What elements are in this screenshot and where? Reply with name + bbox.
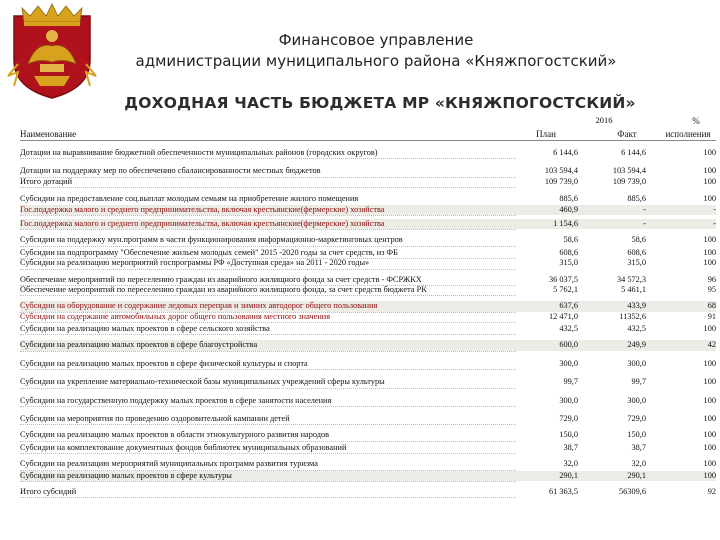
row-fact: 56309,6 xyxy=(619,486,646,496)
row-fact: 11352,6 xyxy=(619,311,646,321)
row-name: Субсидии на реализацию малых проектов в сфере сельского хозяйства xyxy=(20,324,516,335)
row-fact: 433,9 xyxy=(627,301,646,311)
table-row xyxy=(20,487,716,497)
row-plan: 300,0 xyxy=(559,358,578,368)
row-plan: 300,0 xyxy=(559,395,578,405)
row-name: Субсидии на комплектование документных фондов библиотек муниципальных образований xyxy=(20,443,516,454)
row-name: Субсидии на реализацию мероприятий госпрограммы РФ «Доступная среда» на 2011 - 2020 годы» xyxy=(20,258,516,269)
row-pct: 42 xyxy=(707,340,716,350)
row-plan: 103 594,4 xyxy=(544,166,578,176)
row-pct: 91 xyxy=(707,311,716,321)
row-pct: 100 xyxy=(703,358,716,368)
row-pct: 96 xyxy=(707,274,716,284)
row-pct: 100 xyxy=(703,148,716,157)
table-row xyxy=(20,377,716,387)
row-pct: 100 xyxy=(703,176,716,186)
row-fact: 99,7 xyxy=(631,377,646,387)
table-row xyxy=(20,340,716,350)
row-fact: 103 594,4 xyxy=(612,166,646,176)
row-name: Субсидии на реализацию малых проектов в сфере благоустройства xyxy=(20,340,516,351)
row-fact: 249,9 xyxy=(627,340,646,350)
row-fact: 6 144,6 xyxy=(621,148,646,157)
row-plan: 5 762,1 xyxy=(553,284,578,294)
row-pct: 100 xyxy=(703,235,716,245)
row-name: Субсидии на государственную поддержку малых проектов в сфере занятости населения xyxy=(20,396,516,407)
table-row xyxy=(20,219,716,229)
col-header-plan: План xyxy=(536,129,556,139)
table-row xyxy=(20,235,716,245)
row-fact: 885,6 xyxy=(627,194,646,204)
row-plan: 58,6 xyxy=(563,235,578,245)
row-fact: 109 739,0 xyxy=(612,176,646,186)
row-fact: 290,1 xyxy=(627,470,646,480)
row-plan: 608,6 xyxy=(559,247,578,257)
row-fact: 5 461,1 xyxy=(621,284,646,294)
table-row xyxy=(20,471,716,481)
row-plan: 290,1 xyxy=(559,470,578,480)
row-fact: - xyxy=(643,204,646,214)
row-name: Итого субсидий xyxy=(20,487,516,498)
table-row xyxy=(20,396,716,406)
table-row xyxy=(20,148,716,158)
org-title-line1: Финансовое управление xyxy=(278,31,474,49)
table-row xyxy=(20,324,716,334)
row-plan: 109 739,0 xyxy=(544,176,578,186)
row-name: Дотации на поддержку мер по обеспечению сбалансированности местных бюджетов xyxy=(20,166,516,177)
table-row xyxy=(20,177,716,187)
row-pct: 100 xyxy=(703,459,716,469)
row-plan: 600,0 xyxy=(559,340,578,350)
row-name: Субсидии на реализацию малых проектов в области этнокультурного развития народов xyxy=(20,430,516,441)
row-plan: 1 154,6 xyxy=(553,218,578,228)
row-fact: - xyxy=(643,218,646,228)
row-pct: - xyxy=(713,204,716,214)
table-row xyxy=(20,248,716,258)
row-plan: 637,6 xyxy=(559,301,578,311)
row-name: Дотации на выравнивание бюджетной обеспеченности муниципальных районов (городских округов) xyxy=(20,148,516,159)
row-name: Субсидии на подпрограмму "Обеспечение жильем молодых семей" 2015 -2020 годы за счет средств, из ФБ xyxy=(20,248,516,259)
row-pct: 68 xyxy=(707,301,716,311)
row-name: Субсидии на поддержку мун.программ в части функционирования информационно-маркетинговых центров xyxy=(20,235,516,246)
row-pct: 95 xyxy=(707,284,716,294)
table-row xyxy=(20,301,716,311)
row-plan: 885,6 xyxy=(559,194,578,204)
row-plan: 36 037,5 xyxy=(548,274,578,284)
table-row xyxy=(20,459,716,469)
row-name: Субсидии на предоставление соц.выплат молодым семьям на приобретение жилого помещения xyxy=(20,194,516,205)
row-pct: 100 xyxy=(703,194,716,204)
row-name: Субсидии на укрепление материально-технической базы муниципальных учреждений сферы культуры xyxy=(20,377,516,388)
table-row xyxy=(20,194,716,204)
row-fact: 432,5 xyxy=(627,324,646,334)
row-fact: 315,0 xyxy=(627,258,646,268)
row-name: Субсидии на реализацию малых проектов в сфере физической культуры и спорта xyxy=(20,359,516,370)
table-row xyxy=(20,285,716,295)
row-plan: 460,9 xyxy=(559,204,578,214)
org-title xyxy=(96,30,656,72)
row-pct: 100 xyxy=(703,470,716,480)
row-name: Гос.поддержка малого и среднего предпринимательства, включая крестьянские(фермерские) хозяйства xyxy=(20,219,516,230)
row-plan: 315,0 xyxy=(559,258,578,268)
row-plan: 150,0 xyxy=(559,430,578,440)
row-plan: 38,7 xyxy=(563,442,578,452)
row-pct: 100 xyxy=(703,247,716,257)
row-pct: 92 xyxy=(707,486,716,496)
row-fact: 729,0 xyxy=(627,414,646,424)
row-name: Субсидии на реализацию малых проектов в сфере культуры xyxy=(20,471,516,482)
row-pct: 100 xyxy=(703,430,716,440)
row-pct: 100 xyxy=(703,395,716,405)
row-pct: 100 xyxy=(703,258,716,268)
row-pct: 100 xyxy=(703,324,716,334)
table-row xyxy=(20,414,716,424)
row-plan: 99,7 xyxy=(563,377,578,387)
row-name: Субсидии на реализацию мероприятий муниципальных программ развития туризма xyxy=(20,459,516,470)
table-row xyxy=(20,443,716,453)
row-pct: 100 xyxy=(703,442,716,452)
row-pct: 100 xyxy=(703,377,716,387)
row-fact: 58,6 xyxy=(631,235,646,245)
row-pct: 100 xyxy=(703,166,716,176)
row-pct: - xyxy=(713,218,716,228)
table-row xyxy=(20,166,716,176)
row-fact: 32,0 xyxy=(631,459,646,469)
row-name: Обеспечение мероприятий по переселению граждан из аварийного жилищного фонда, за счет средств бюджета РК xyxy=(20,285,516,296)
row-plan: 6 144,6 xyxy=(553,148,578,157)
row-fact: 34 572,3 xyxy=(616,274,646,284)
row-plan: 61 363,5 xyxy=(548,486,578,496)
row-name: Итого дотаций xyxy=(20,177,516,188)
row-plan: 32,0 xyxy=(563,459,578,469)
row-fact: 608,6 xyxy=(627,247,646,257)
row-plan: 12 471,0 xyxy=(548,311,578,321)
row-fact: 150,0 xyxy=(627,430,646,440)
year-label: 2016 xyxy=(595,115,613,125)
budget-table xyxy=(20,114,716,497)
row-pct: 100 xyxy=(703,414,716,424)
row-name: Субсидии на оборудование и содержание ледовых переправ и зимних автодорог общего пользования xyxy=(20,301,516,312)
org-title-line2: администрации муниципального района «Княжпогостский» xyxy=(135,52,617,70)
table-row xyxy=(20,258,716,268)
row-fact: 300,0 xyxy=(627,358,646,368)
col-header-pct: исполнения xyxy=(665,129,711,139)
table-row xyxy=(20,205,716,215)
coat-of-arms-icon xyxy=(4,2,100,102)
col-header-fact: Факт xyxy=(617,129,637,139)
row-name: Гос.поддержка малого и среднего предпринимательства, включая крестьянские(фермерские) хозяйства xyxy=(20,205,516,216)
table-row xyxy=(20,359,716,369)
row-fact: 38,7 xyxy=(631,442,646,452)
year-header xyxy=(20,114,716,126)
row-name: Обеспечение мероприятий по переселению граждан из аварийного жилищного фонда за счет средств - ФСРЖКХ xyxy=(20,275,516,286)
row-plan: 432,5 xyxy=(559,324,578,334)
table-body xyxy=(20,148,716,497)
pct-symbol: % xyxy=(692,116,700,126)
document-title: ДОХОДНАЯ ЧАСТЬ БЮДЖЕТА МР «КНЯЖПОГОСТСКИЙ» xyxy=(124,94,636,112)
table-row xyxy=(20,312,716,322)
row-name: Субсидии на мероприятия по проведению оздоровительной кампании детей xyxy=(20,414,516,425)
row-plan: 729,0 xyxy=(559,414,578,424)
row-name: Субсидии на содержание автомобильных дорог общего пользования местного значения xyxy=(20,312,516,323)
row-fact: 300,0 xyxy=(627,395,646,405)
table-row xyxy=(20,275,716,285)
table-row xyxy=(20,430,716,440)
col-header-name: Наименование xyxy=(20,129,77,139)
